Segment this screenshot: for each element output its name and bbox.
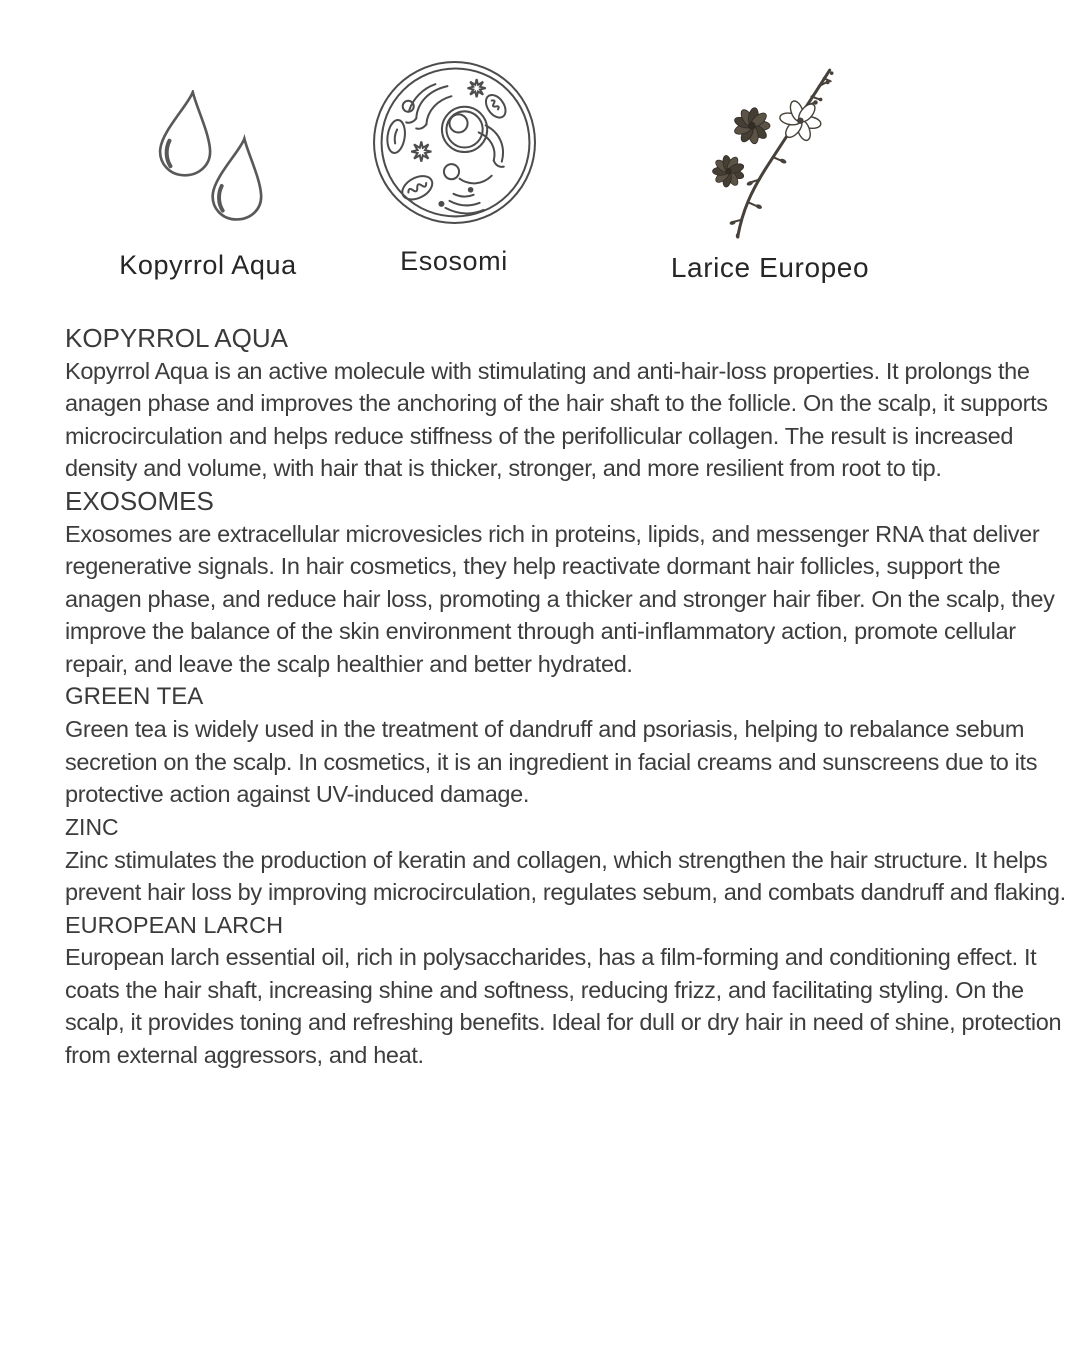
section-paragraph-kopyrrol-aqua: Kopyrrol Aqua is an active molecule with stimulating and anti-hair-loss properties. It prolongs the anagen phase and improves the anchoring of the hair shaft to the follicle. On the scalp, it supports microcirculation and helps reduce stiffness of the perifollicular collagen. The result is increased density and volume, with hair that is thicker, stronger, and more resilient from root to tip. xyxy=(65,357,1048,482)
water-drops-icon xyxy=(118,90,298,240)
ingredient-label: Kopyrrol Aqua xyxy=(119,250,297,280)
ingredient-figure-larice-europeo xyxy=(670,58,870,284)
section-paragraph-green-tea: Green tea is widely used in the treatment of dandruff and psoriasis, helping to rebalance sebum secretion on the scalp. In cosmetics, it is an ingredient in facial creams and sunscreens due to its protective action against UV-induced damage. xyxy=(65,716,1038,808)
section-paragraph-zinc: Zinc stimulates the production of keratin and collagen, which strengthen the hair structure. It helps prevent hair loss by improving microcirculation, regulates sebum, and combats dandruff and flaking. xyxy=(65,846,1066,906)
section-paragraph-exosomes: Exosomes are extracellular microvesicles rich in proteins, lipids, and messenger RNA that deliver regenerative signals. In hair cosmetics, they help reactivate dormant hair follicles, support the anagen phase, and reduce hair loss, promoting a thicker and stronger hair fiber. On the scalp, they improve the balance of the skin environment through anti-inflammatory action, promote cellular repair, and leave the scalp healthier and better hydrated. xyxy=(65,520,1055,677)
section-heading-european-larch: EUROPEAN LARCH xyxy=(65,911,284,938)
larch-branch-icon xyxy=(670,58,870,242)
ingredient-label: Larice Europeo xyxy=(670,252,870,283)
section-heading-exosomes: EXOSOMES xyxy=(65,485,214,516)
ingredient-figure-kopyrrol-aqua xyxy=(118,90,298,281)
ingredient-figure-esosomi xyxy=(364,60,544,277)
section-heading-kopyrrol-aqua: KOPYRROL AQUA xyxy=(65,323,288,353)
section-heading-green-tea: GREEN TEA xyxy=(65,682,204,710)
ingredient-label: Esosomi xyxy=(400,246,508,276)
section-heading-zinc: ZINC xyxy=(65,813,119,840)
ingredient-descriptions xyxy=(65,322,1077,1072)
section-paragraph-european-larch: European larch essential oil, rich in polysaccharides, has a film-forming and conditioning effect. It coats the hair shaft, increasing shine and softness, reducing frizz, and facilitating styling. On the scalp, it provides toning and refreshing benefits. Ideal for dull or dry hair in need of shine, protection from external aggressors, and heat. xyxy=(65,944,1062,1069)
cell-icon xyxy=(364,60,544,228)
